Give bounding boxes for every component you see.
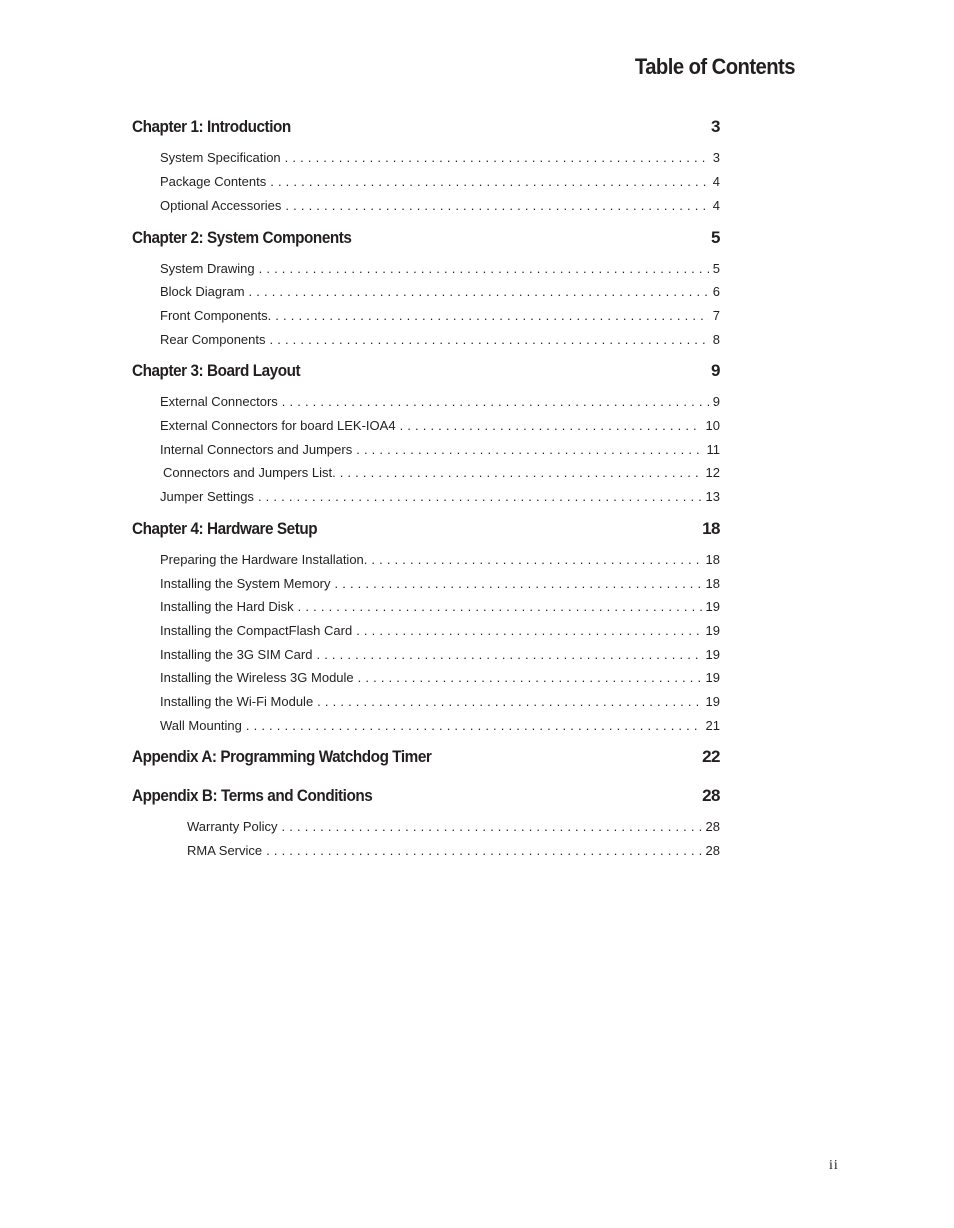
toc-entry-internal-connectors-jumpers[interactable] [160,442,720,460]
entry-page: 19 [705,670,720,685]
entry-title: Installing the 3G SIM Card [160,647,313,662]
dot-leader [259,261,709,276]
dot-leader [282,394,709,409]
toc-entry-installing-wifi[interactable] [160,694,720,712]
appendix-b-heading[interactable] [132,784,720,808]
entry-title: RMA Service [187,843,263,858]
dot-leader [340,465,702,480]
entry-page: 4 [712,198,720,213]
entry-title: Warranty Policy [187,819,278,834]
dot-leader [266,843,701,858]
dot-leader [282,819,702,834]
dot-leader [356,623,701,638]
chapter-4-heading[interactable] [132,517,720,541]
entry-page: 13 [705,489,720,504]
entry-title: Connectors and Jumpers List. [163,465,336,480]
toc-entry-connectors-jumpers-list[interactable] [163,465,720,483]
chapter-page: 9 [711,361,720,380]
chapter-2-heading[interactable] [132,226,720,250]
entry-page: 18 [705,576,720,591]
toc-entry-installing-3g-sim[interactable] [160,647,720,665]
toc-entry-installing-wireless-3g[interactable] [160,670,720,688]
entry-title: Installing the Wi-Fi Module [160,694,314,709]
dot-leader [317,694,701,709]
entry-page: 19 [705,599,720,614]
entry-title: Installing the Hard Disk [160,599,294,614]
dot-leader [400,418,702,433]
entry-page: 8 [712,332,720,347]
entry-page: 21 [705,718,720,733]
toc-entry-jumper-settings[interactable] [160,489,720,507]
toc-entry-installing-compactflash[interactable] [160,623,720,641]
entry-title: External Connectors for board LEK-IOA4 [160,418,396,433]
toc-entry-block-diagram[interactable] [160,284,720,302]
toc-entry-optional-accessories[interactable] [160,198,720,216]
entry-page: 19 [705,623,720,638]
dot-leader [270,174,709,189]
entry-page: 10 [705,418,720,433]
chapter-title: Chapter 3: Board Layout [132,361,301,380]
dot-leader [316,647,701,662]
dot-leader [258,489,702,504]
chapter-page: 22 [702,747,720,766]
entry-title: Rear Components [160,332,266,347]
entry-page: 3 [712,150,720,165]
dot-leader [270,332,709,347]
entry-title: Jumper Settings [160,489,254,504]
entry-title: Package Contents [160,174,267,189]
dot-leader [335,576,702,591]
dot-leader [275,308,708,323]
entry-page: 5 [712,261,720,276]
chapter-title: Chapter 1: Introduction [132,117,291,136]
toc-entry-installing-system-memory[interactable] [160,576,720,594]
entry-title: System Specification [160,150,281,165]
dot-leader [285,198,708,213]
entry-title: Internal Connectors and Jumpers [160,442,353,457]
chapter-title: Chapter 4: Hardware Setup [132,519,318,538]
entry-page: 4 [712,174,720,189]
entry-title: Front Components. [160,308,272,323]
chapter-page: 28 [702,786,720,805]
entry-page: 28 [705,819,720,834]
dot-leader [371,552,701,567]
toc-entry-preparing-hardware[interactable] [160,552,720,570]
entry-page: 28 [705,843,720,858]
dot-leader [298,599,702,614]
chapter-page: 3 [711,117,720,136]
entry-title: Optional Accessories [160,198,282,213]
toc-entry-installing-hard-disk[interactable] [160,599,720,617]
dot-leader [285,150,709,165]
toc-entry-system-drawing[interactable] [160,261,720,279]
chapter-3-heading[interactable] [132,359,720,383]
chapter-page: 5 [711,228,720,247]
chapter-1-heading[interactable] [132,115,720,139]
chapter-title: Chapter 2: System Components [132,228,352,247]
entry-title: Preparing the Hardware Installation. [160,552,368,567]
toc-entry-front-components[interactable] [160,308,720,326]
entry-page: 18 [705,552,720,567]
toc-entry-external-connectors-lek-ioa4[interactable] [160,418,720,436]
toc-entry-rear-components[interactable] [160,332,720,350]
entry-title: Block Diagram [160,284,245,299]
entry-page: 19 [705,647,720,662]
entry-page: 7 [712,308,720,323]
appendix-a-heading[interactable] [132,745,720,769]
entry-page: 19 [705,694,720,709]
toc-entry-rma-service[interactable] [187,843,720,861]
entry-title: Installing the System Memory [160,576,331,591]
entry-title: External Connectors [160,394,278,409]
entry-page: 11 [706,442,720,457]
chapter-title: Appendix B: Terms and Conditions [132,786,373,805]
entry-title: System Drawing [160,261,255,276]
page-title: Table of Contents [634,54,795,79]
toc-entry-package-contents[interactable] [160,174,720,192]
entry-page: 12 [705,465,720,480]
entry-page: 6 [712,284,720,299]
toc-entry-system-specification[interactable] [160,150,720,168]
dot-leader [358,670,702,685]
toc-entry-wall-mounting[interactable] [160,718,720,736]
dot-leader [356,442,702,457]
entry-title: Installing the CompactFlash Card [160,623,353,638]
page-number: ii [829,1158,839,1173]
chapter-title: Appendix A: Programming Watchdog Timer [132,747,432,766]
dot-leader [249,284,709,299]
chapter-page: 18 [702,519,720,538]
dot-leader [246,718,702,733]
entry-title: Installing the Wireless 3G Module [160,670,354,685]
entry-title: Wall Mounting [160,718,242,733]
toc-entry-external-connectors[interactable] [160,394,720,412]
toc-entry-warranty-policy[interactable] [187,819,720,837]
entry-page: 9 [712,394,720,409]
